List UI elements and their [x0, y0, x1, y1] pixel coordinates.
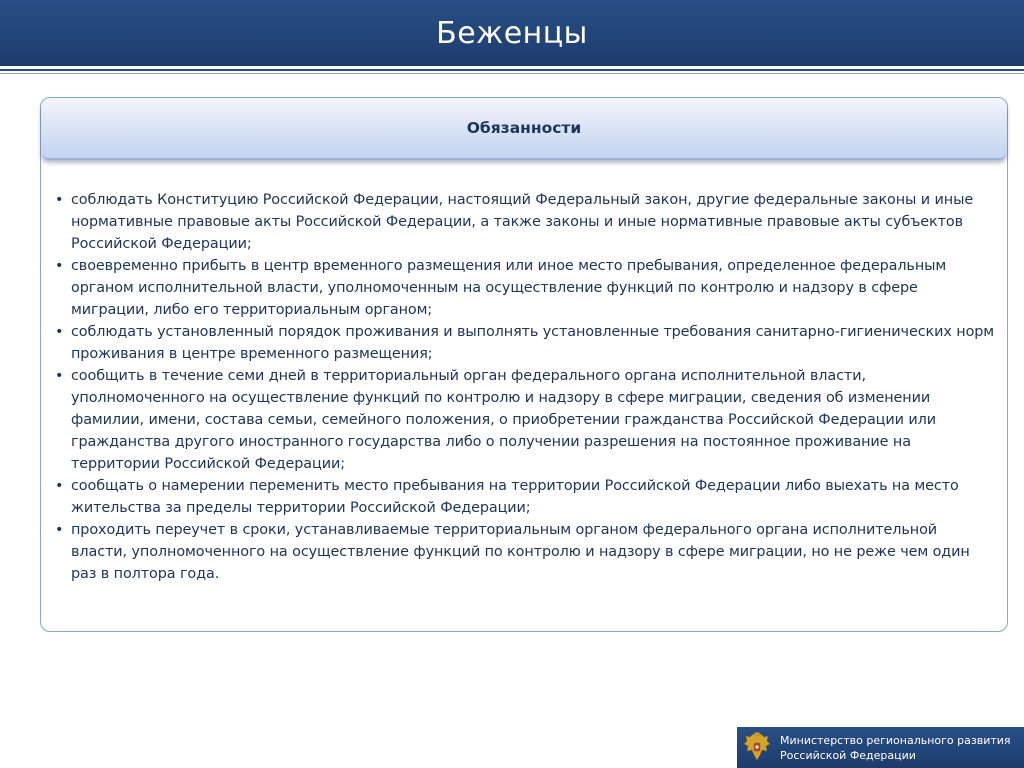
- title-stripe-light: [0, 73, 1024, 74]
- bullet-icon: •: [55, 258, 64, 274]
- bullet-icon: •: [55, 478, 64, 494]
- duty-item: [55, 365, 995, 475]
- ministry-footer: [737, 727, 1024, 768]
- duty-text: своевременно прибыть в центр временного размещения или иное место пребывания, определенное федеральным органом исполнительной власти, уполномоченным на осуществление функций по контролю и надзору в сфере миграции, либо его территориальным органом;: [71, 258, 947, 318]
- duties-card-title: Обязанности: [466, 119, 582, 137]
- ministry-name-line-2: Российской Федерации: [780, 748, 916, 762]
- duty-item: [55, 475, 995, 519]
- duties-card-header: [41, 98, 1007, 160]
- bullet-icon: •: [55, 324, 64, 340]
- duty-text: соблюдать Конституцию Российской Федерации, настоящий Федеральный закон, другие федеральные законы и иные нормативные правовые акты Российской Федерации, а также законы и иные нормативные правовые акты субъектов Российской Федерации;: [71, 192, 974, 252]
- bullet-icon: •: [55, 522, 64, 538]
- duties-list: [55, 189, 995, 585]
- duty-text: соблюдать установленный порядок проживания и выполнять установленные требования санитарно-гигиенических норм проживания в центре временного размещения;: [71, 324, 995, 362]
- duty-text: проходить переучет в сроки, устанавливаемые территориальным органом федерального органа исполнительной власти, уполномоченного на осуществление функций по контролю и надзору в сфере миграции, но не реже чем один раз в полтора года.: [71, 522, 970, 582]
- duty-item: [55, 189, 995, 255]
- duty-text: сообщать о намерении переменить место пребывания на территории Российской Федерации либо выехать на место жительства за пределы территории Российской Федерации;: [71, 478, 959, 516]
- ministry-name-line-1: Министерство регионального развития: [780, 733, 1011, 747]
- duties-card: [40, 97, 1008, 632]
- coat-of-arms-icon: [742, 732, 772, 764]
- bullet-icon: •: [55, 368, 64, 384]
- duty-item: [55, 519, 995, 585]
- duty-text: сообщить в течение семи дней в территориальный орган федерального органа исполнительной власти, уполномоченного на осуществление функций по контролю и надзору в сфере миграции, сведения об изменении фамилии, имени, состава семьи, семейного положения, о приобретении гражданства Российской Федерации или гражданства другого иностранного государства либо о получении разрешения на постоянное проживание на территории Российской Федерации;: [71, 368, 936, 472]
- title-bar: [0, 0, 1024, 66]
- bullet-icon: •: [55, 192, 64, 208]
- slide-title: Беженцы: [436, 15, 588, 51]
- ministry-name: [780, 733, 1011, 763]
- duty-item: [55, 321, 995, 365]
- duty-item: [55, 255, 995, 321]
